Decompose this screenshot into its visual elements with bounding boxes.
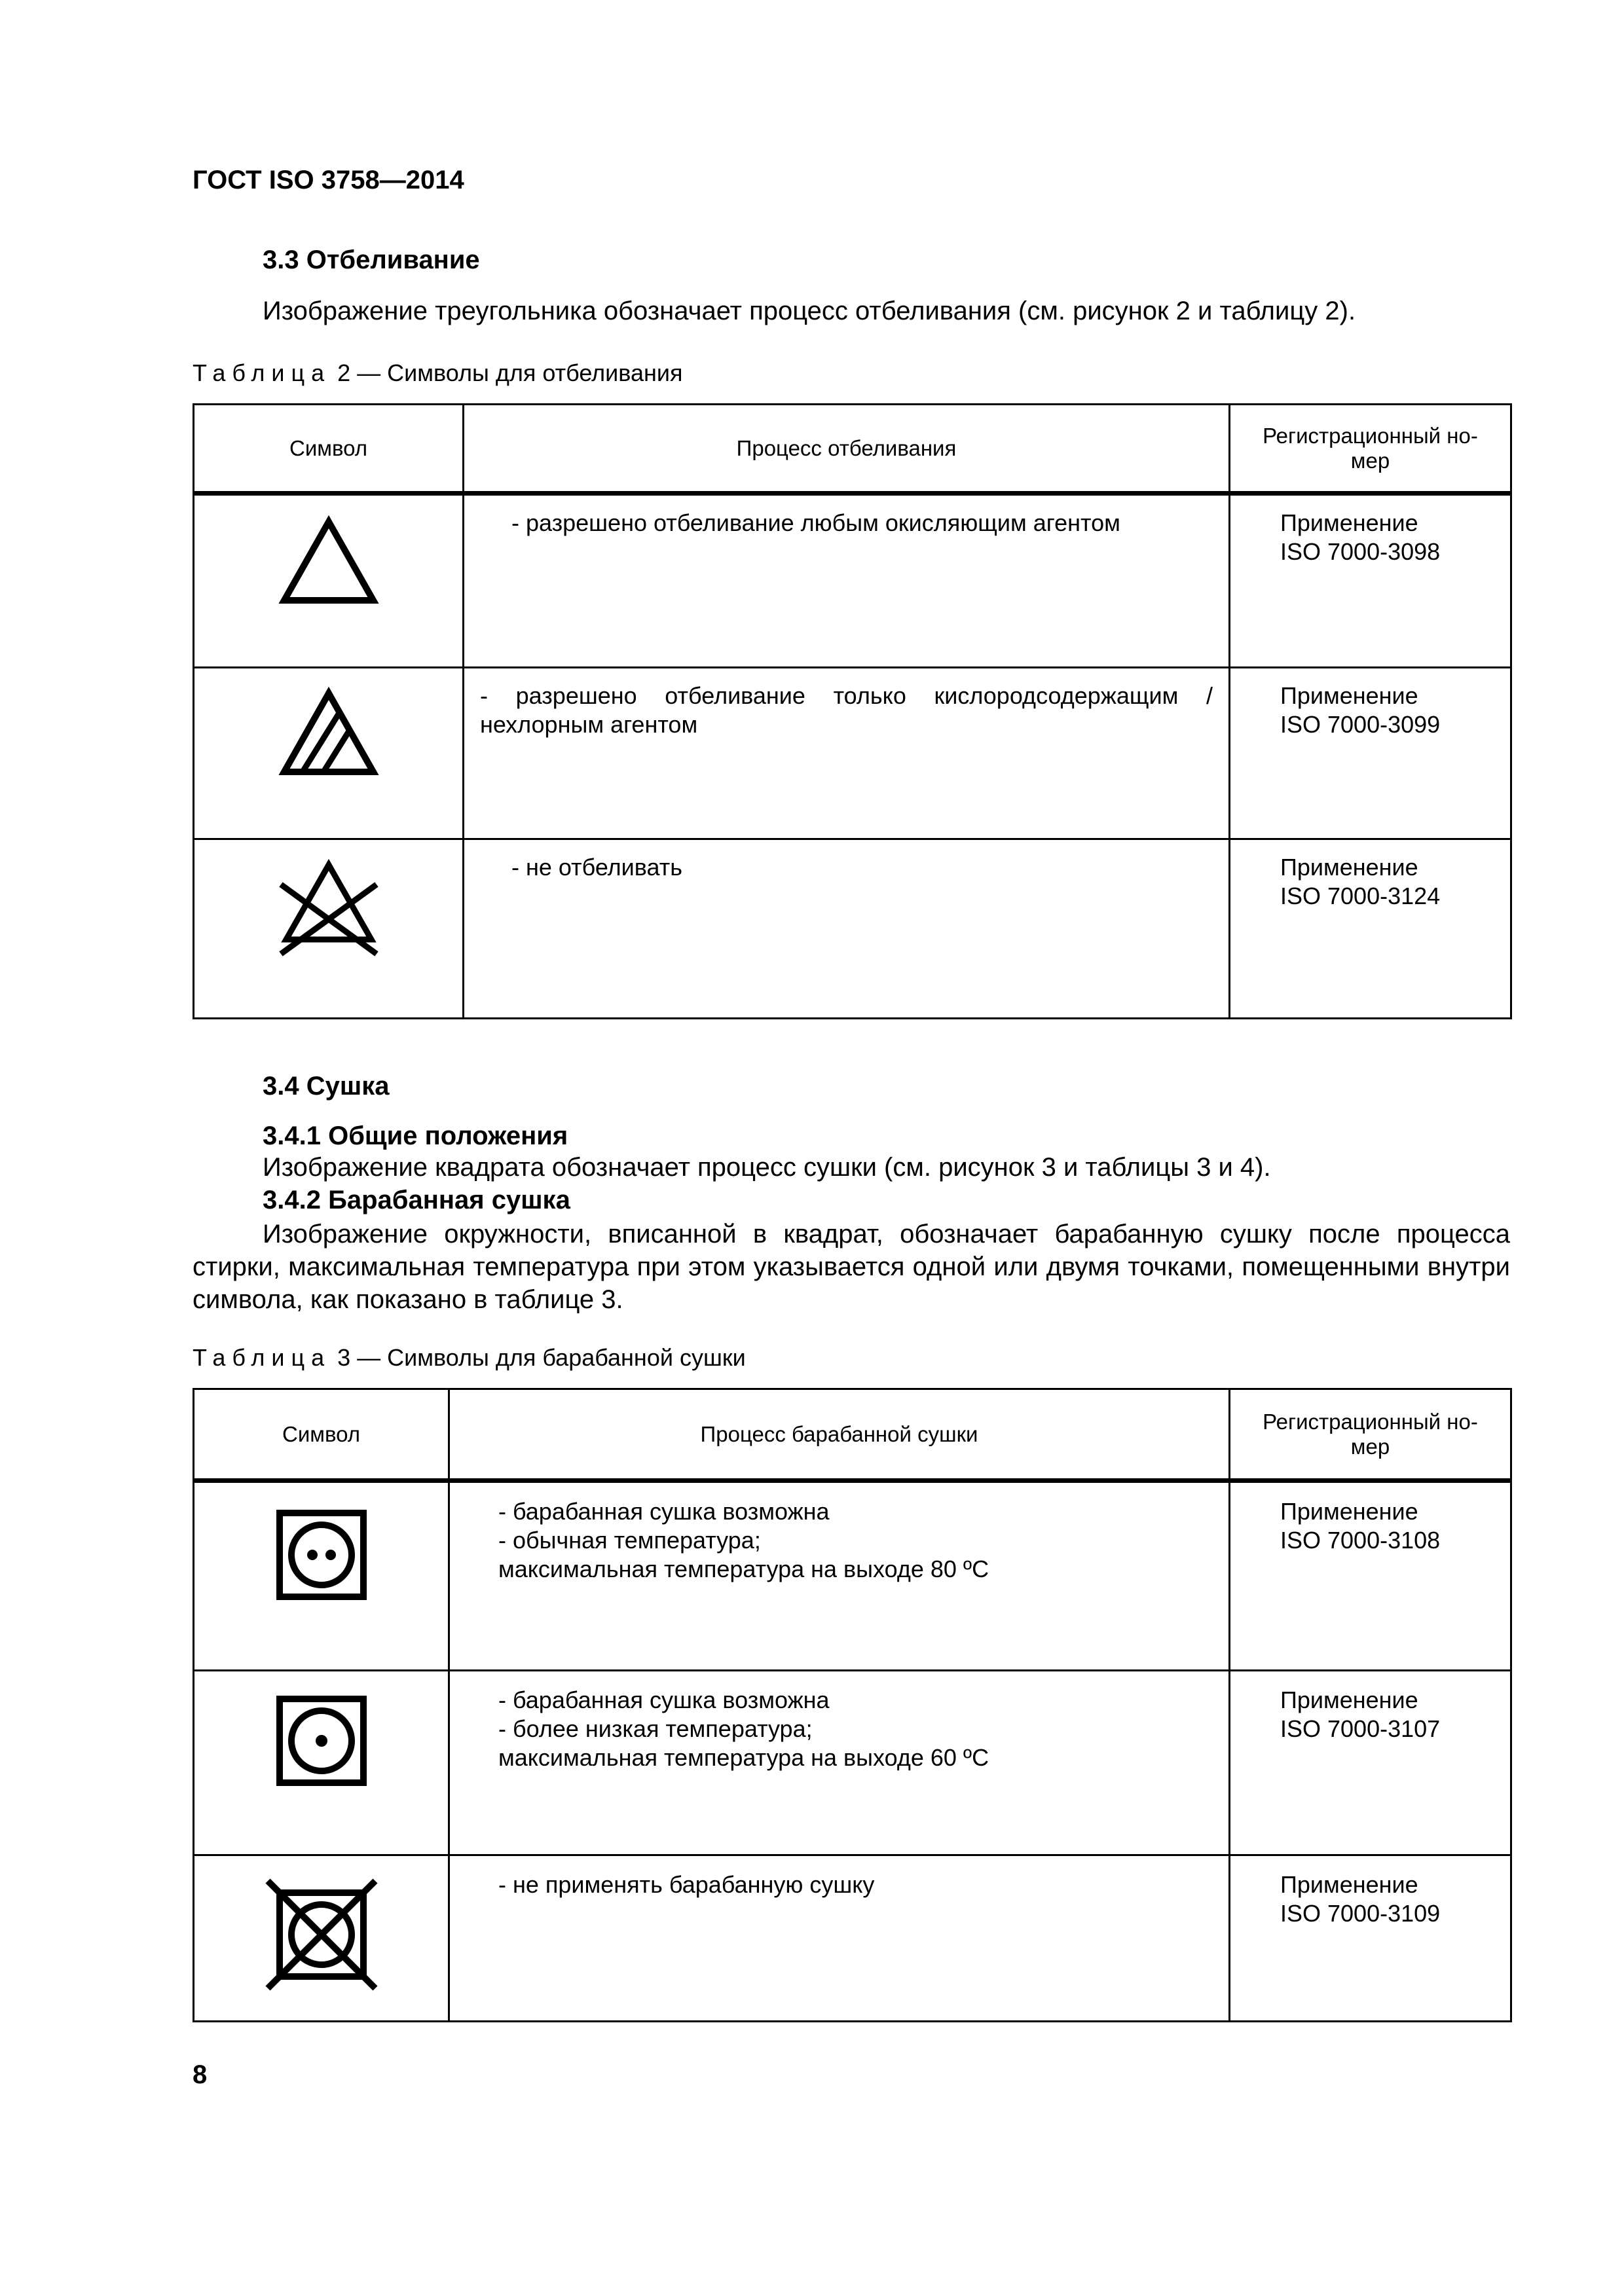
section-3-4-1-text: Изображение квадрата обозначает процесс сушки (см. рисунок 3 и таблицы 3 и 4). [263, 1153, 1271, 1182]
document-code: ГОСТ ISO 3758—2014 [193, 166, 464, 194]
tumble-dry-low-icon [276, 1695, 367, 1787]
table2-process-cell: - разрешено отбеливание любым окисляющим агентом [464, 494, 1230, 668]
reg-number: ISO 7000-3107 [1280, 1715, 1441, 1742]
table2-header-symbol: Символ [194, 405, 464, 494]
process-line: - барабанная сушка возможна [498, 1686, 830, 1713]
section-3-4-2-text: Изображение окружности, вписанной в квадрат, обозначает барабанную сушку после процесса стирки, максимальная температура при этом указывается одной или двумя точками, помещенными внутри символа, как показано в таблице 3. [193, 1220, 1510, 1314]
reg-label: Применение [1280, 854, 1418, 881]
process-line: - более низкая температура; [498, 1715, 813, 1742]
reg-label: Применение [1280, 1871, 1418, 1898]
bleach-any-icon [276, 515, 381, 607]
section-3-4-2-heading: 3.4.2 Барабанная сушка [263, 1186, 570, 1214]
table2-process-cell: - не отбеливать [464, 839, 1230, 1019]
process-line: - барабанная сушка возможна [498, 1498, 830, 1525]
table-row [194, 494, 1511, 668]
reg-number: ISO 7000-3098 [1280, 538, 1441, 565]
table-row [194, 1855, 1511, 2022]
table3-symbol-cell [194, 1481, 449, 1671]
table2-header-process: Процесс отбеливания [464, 405, 1230, 494]
table2-reg-cell [1230, 668, 1511, 839]
table2-reg-cell [1230, 494, 1511, 668]
do-not-tumble-dry-icon [263, 1876, 380, 1994]
table-row [194, 1481, 1511, 1671]
bleach-oxygen-only-icon [276, 687, 381, 778]
table3-reg-cell [1230, 1855, 1511, 2022]
reg-label: Применение [1280, 682, 1418, 709]
process-line: максимальная температура на выходе 60 ºС [498, 1744, 989, 1771]
table2-caption [193, 359, 682, 388]
reg-label: Применение [1280, 1498, 1418, 1525]
table3-reg-cell [1230, 1671, 1511, 1855]
table3-header-process: Процесс барабанной сушки [449, 1389, 1230, 1481]
table3-caption-title: 3 — Символы для барабанной сушки [331, 1344, 746, 1371]
process-line: - не применять барабанную сушку [498, 1871, 875, 1898]
page-number: 8 [193, 2060, 208, 2089]
table3-caption [193, 1343, 746, 1372]
table3-header-reg-number: Регистрационный но-мер [1230, 1389, 1511, 1481]
reg-number: ISO 7000-3099 [1280, 711, 1441, 738]
table-row [194, 1671, 1511, 1855]
section-3-4-1-heading: 3.4.1 Общие положения [263, 1121, 568, 1150]
table-row [194, 668, 1511, 839]
do-not-bleach-icon [273, 856, 384, 960]
table3-symbol-cell [194, 1855, 449, 2022]
table3-symbol-cell [194, 1671, 449, 1855]
table2-header-row [194, 405, 1511, 494]
table2-symbol-cell [194, 668, 464, 839]
reg-number: ISO 7000-3109 [1280, 1900, 1441, 1927]
section-3-3-text: Изображение треугольника обозначает процесс отбеливания (см. рисунок 2 и таблицу 2). [263, 297, 1356, 325]
reg-number: ISO 7000-3108 [1280, 1527, 1441, 1554]
table3-header-symbol: Символ [194, 1389, 449, 1481]
table3-reg-cell [1230, 1481, 1511, 1671]
table2-caption-label: Таблица [193, 359, 331, 386]
tumble-dry-normal-icon [276, 1509, 367, 1601]
process-line: - обычная температура; [498, 1527, 761, 1554]
table2-caption-title: 2 — Символы для отбеливания [331, 359, 683, 386]
table3-caption-label: Таблица [193, 1344, 331, 1371]
reg-number: ISO 7000-3124 [1280, 883, 1441, 909]
table2-reg-cell [1230, 839, 1511, 1019]
process-line: максимальная температура на выходе 80 ºС [498, 1556, 989, 1582]
table2-process-cell: - разрешено отбеливание только кислородсодержащим /нехлорным агентом [464, 668, 1230, 839]
table3-process-cell [449, 1481, 1230, 1671]
table3-process-cell [449, 1671, 1230, 1855]
reg-label: Применение [1280, 509, 1418, 536]
table2-symbol-cell [194, 839, 464, 1019]
table2-header-reg-number: Регистрационный но-мер [1230, 405, 1511, 494]
section-3-3-heading: 3.3 Отбеливание [263, 246, 480, 274]
tumble-drying-symbols-table [193, 1388, 1512, 2022]
reg-label: Применение [1280, 1686, 1418, 1713]
bleaching-symbols-table [193, 403, 1512, 1019]
table3-process-cell [449, 1855, 1230, 2022]
section-3-4-heading: 3.4 Сушка [263, 1072, 390, 1101]
table3-header-row [194, 1389, 1511, 1481]
table2-symbol-cell [194, 494, 464, 668]
table-row [194, 839, 1511, 1019]
